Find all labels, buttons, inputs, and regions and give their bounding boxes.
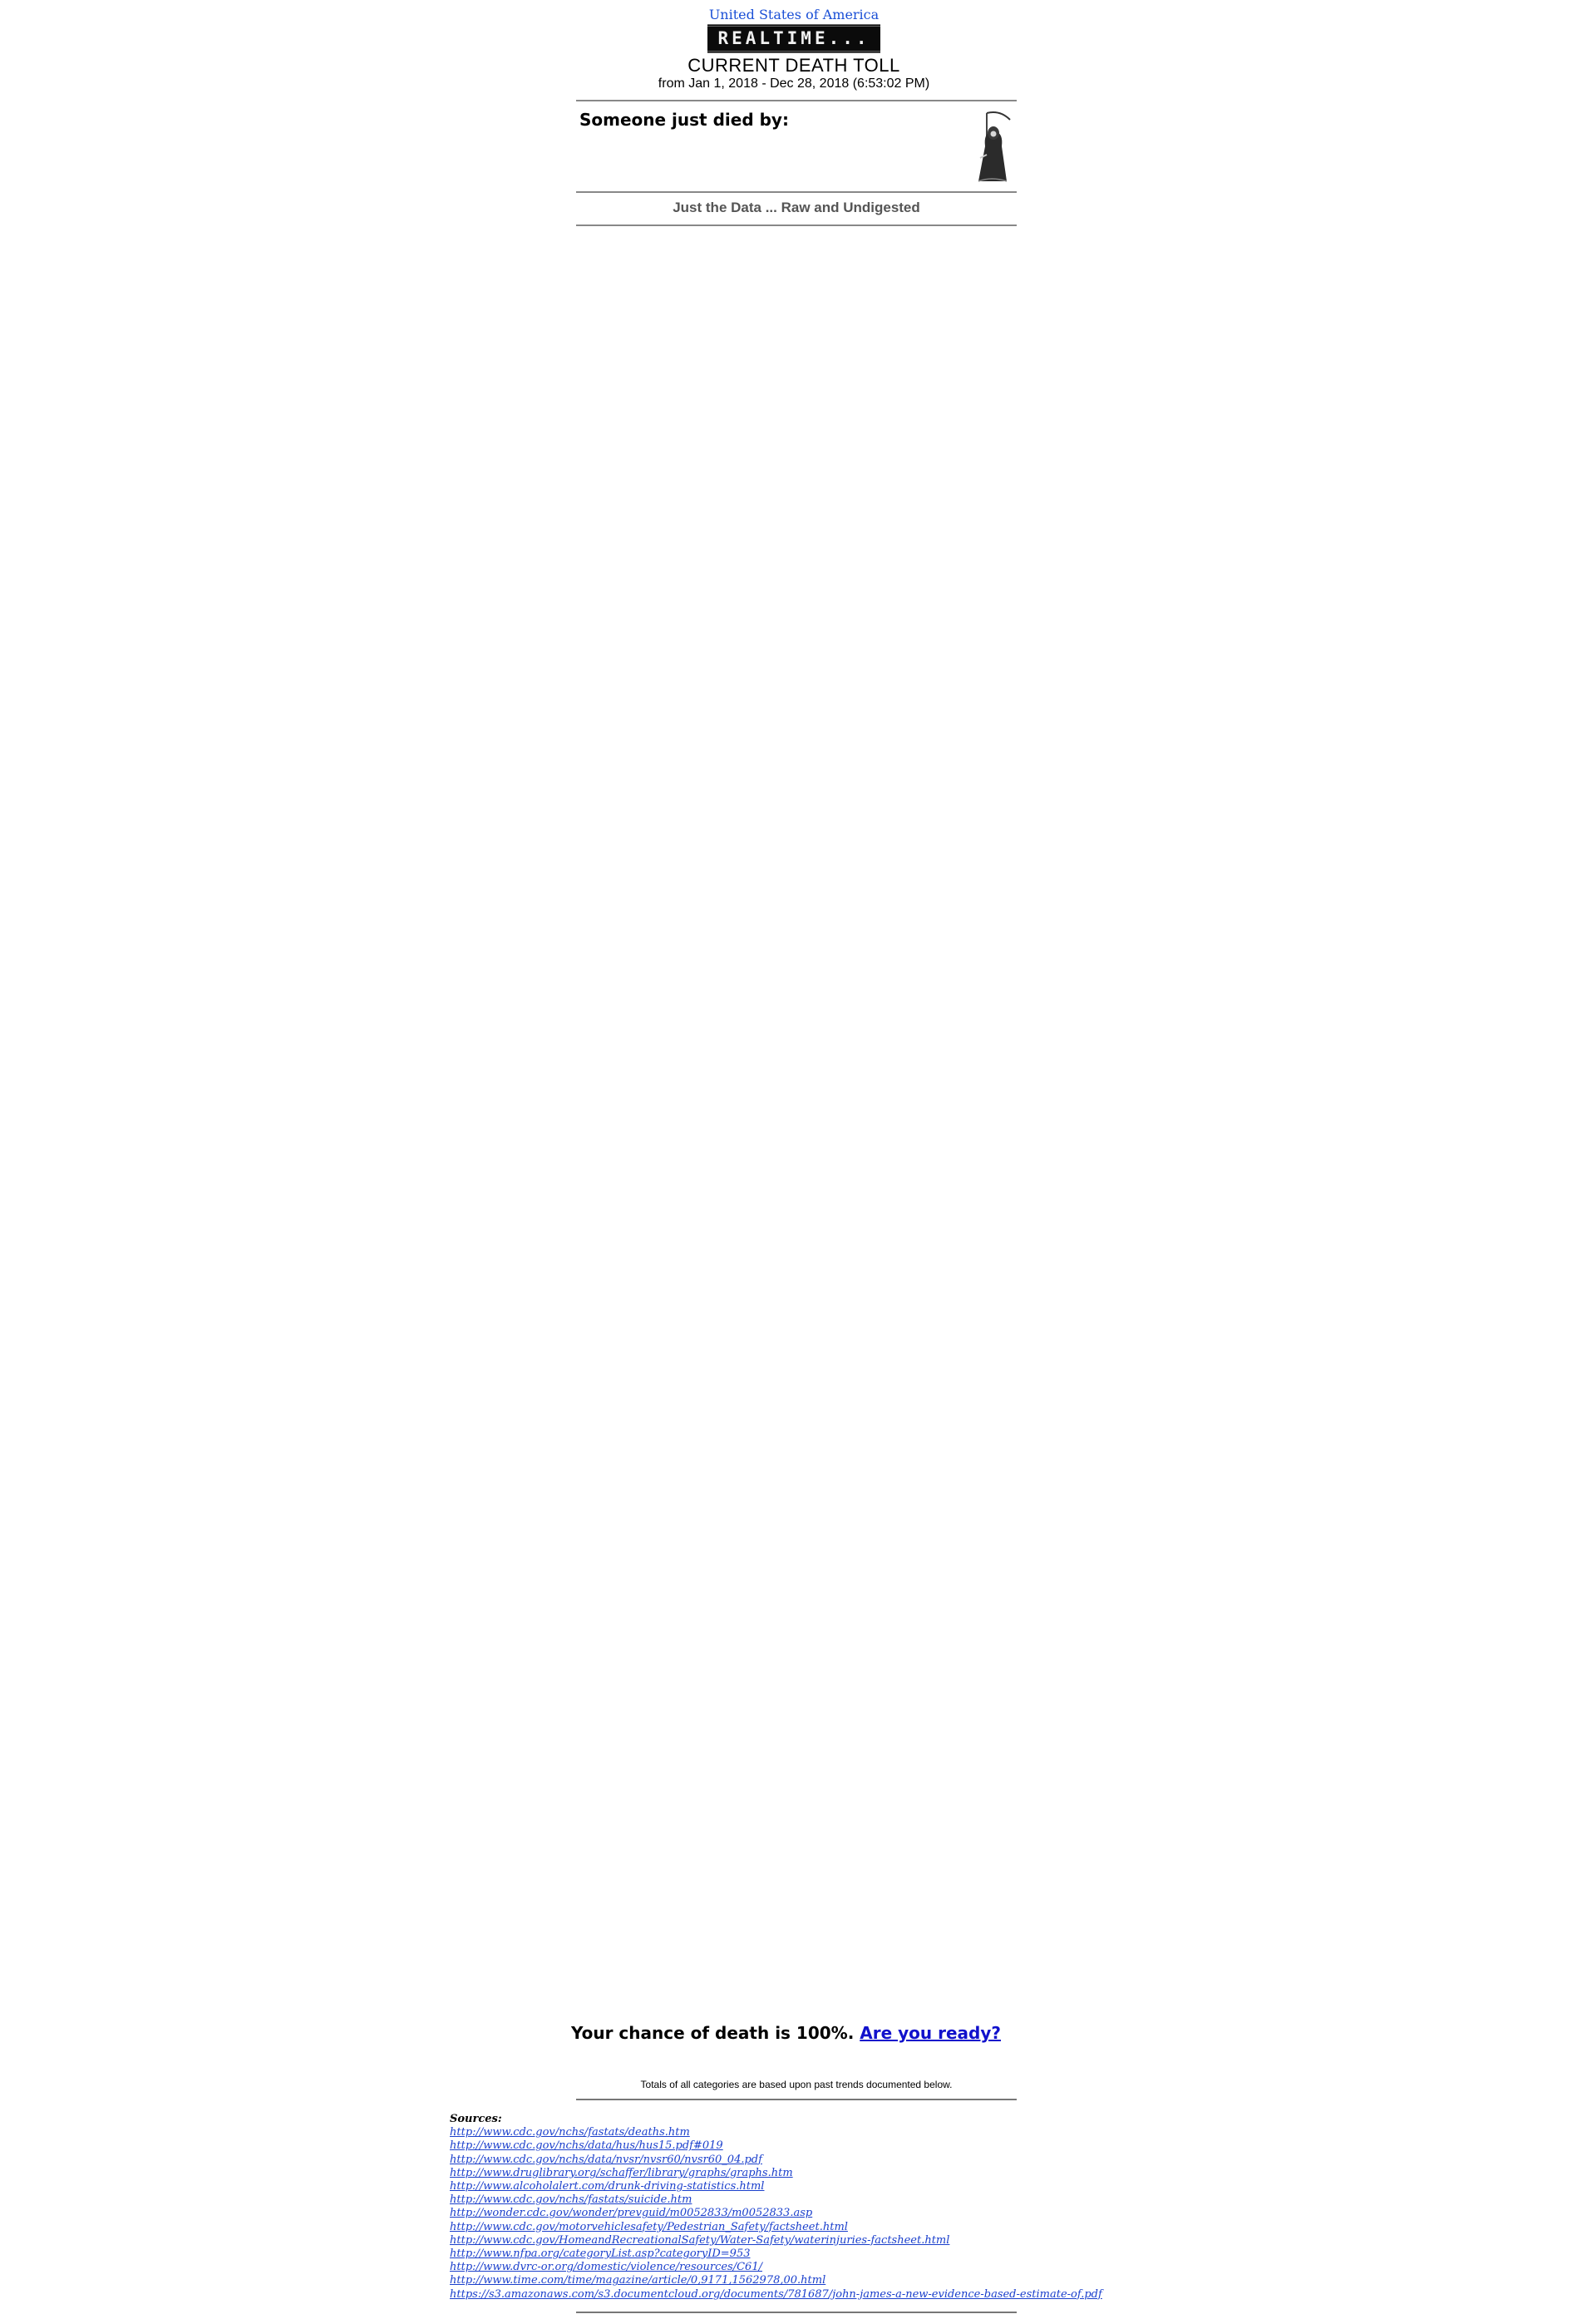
source-link[interactable]: https://s3.amazonaws.com/s3.documentcloud.org/documents/781687/john-james-a-new-evidence-based-estimate-of.pdf [450,2287,1102,2301]
someone-died-label: Someone just died by: [579,110,789,130]
source-link[interactable]: http://www.druglibrary.org/schaffer/library/graphs/graphs.htm [450,2166,793,2179]
sources-list [450,2113,1102,2302]
source-link[interactable]: http://www.nfpa.org/categoryList.asp?categoryID=953 [450,2248,751,2261]
someone-died-panel [576,100,1017,191]
source-link[interactable]: http://wonder.cdc.gov/wonder/prevguid/m0052833/m0052833.asp [450,2207,813,2220]
source-link[interactable]: http://www.time.com/time/magazine/article/0,9171,1562978,00.html [450,2274,826,2287]
country-link[interactable]: United States of America [708,7,880,22]
totals-note: Totals of all categories are based upon past trends documented below. [576,2079,1017,2100]
source-link[interactable]: http://www.cdc.gov/nchs/data/hus/hus15.pdf#019 [450,2139,723,2153]
footer-divider [576,2312,1017,2313]
subheading: Just the Data ... Raw and Undigested [576,191,1017,226]
grim-reaper-icon [958,108,1012,185]
source-link[interactable]: http://www.cdc.gov/nchs/data/nvsr/nvsr60/nvsr60_04.pdf [450,2153,762,2166]
source-link[interactable]: http://www.cdc.gov/nchs/fastats/suicide.htm [450,2193,692,2207]
source-link[interactable]: http://www.cdc.gov/motorvehiclesafety/Pedestrian_Safety/factsheet.html [450,2220,848,2233]
page-title: CURRENT DEATH TOLL [687,55,900,76]
source-link[interactable]: http://www.dvrc-or.org/domestic/violence/resources/C61/ [450,2261,762,2274]
page [0,0,1572,226]
death-chance [0,2023,1572,2043]
header [574,7,1014,91]
sources-heading: Sources: [450,2113,502,2125]
source-link[interactable]: http://www.alcoholalert.com/drunk-driving-statistics.html [450,2180,765,2193]
source-link[interactable]: http://www.cdc.gov/HomeandRecreationalSafety/Water-Safety/waterinjuries-factsheet.html [450,2233,950,2247]
date-range: from Jan 1, 2018 - Dec 28, 2018 (6:53:02 PM) [658,76,930,91]
death-chance-text: Your chance of death is 100%. [570,2023,855,2043]
source-link[interactable]: http://www.cdc.gov/nchs/fastats/deaths.htm [450,2126,690,2139]
are-you-ready-link[interactable]: Are you ready? [860,2023,1001,2043]
realtime-logo: REALTIME... [707,24,880,53]
